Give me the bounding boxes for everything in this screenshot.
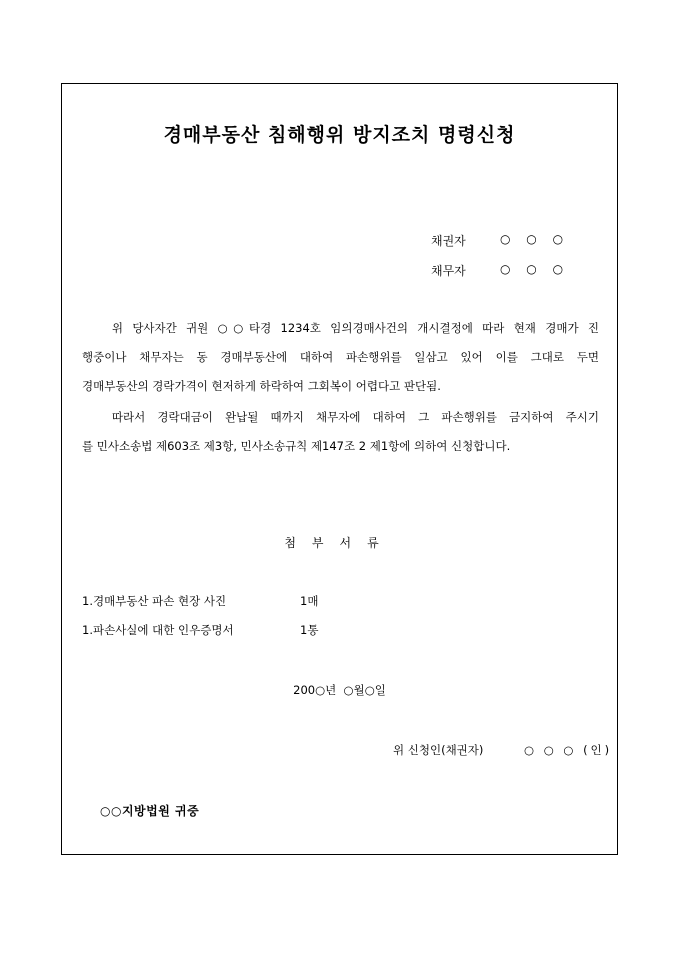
court-addressee: ○○지방법원 귀중 — [100, 804, 200, 818]
body-line: 행중이나 채무자는 동 경매부동산에 대하여 파손행위를 일삼고 있어 이를 그대로 두면 — [82, 350, 599, 364]
document-title: 경매부동산 침해행위 방지조치 명령신청 — [163, 124, 516, 146]
body-line: 를 민사소송법 제603조 제3항, 민사소송규칙 제147조 2 제1항에 의하여 신청합니다. — [82, 439, 511, 453]
attachment-name: 1.경매부동산 파손 현장 사진 — [82, 594, 227, 608]
creditor-label: 채권자 — [431, 234, 466, 248]
attachment-count: 1통 — [300, 623, 319, 637]
body-line: 따라서 경락대금이 완납될 때까지 채무자에 대하여 그 파손행위를 금지하여 주시기 — [111, 410, 599, 424]
application-date: 200○년 ○월○일 — [293, 683, 386, 697]
applicant-label: 위 신청인(채권자) — [393, 743, 484, 757]
creditor-name: ○ ○ ○ — [500, 232, 570, 246]
debtor-name: ○ ○ ○ — [500, 262, 570, 276]
body-line: 경매부동산의 경락가격이 현저하게 하락하여 그회복이 어렵다고 판단됨. — [82, 379, 441, 393]
applicant-seal: ○ ○ ○ (인) — [524, 743, 613, 757]
debtor-label: 채무자 — [431, 264, 466, 278]
body-line: 위 당사자간 귀원 ○○타경 1234호 임의경매사건의 개시결정에 따라 현재 경매가 진 — [111, 321, 599, 335]
attachments-heading: 첨부서류 — [284, 536, 395, 550]
document-frame — [61, 83, 618, 855]
attachment-name: 1.파손사실에 대한 인우증명서 — [82, 623, 234, 637]
attachment-count: 1매 — [300, 594, 319, 608]
